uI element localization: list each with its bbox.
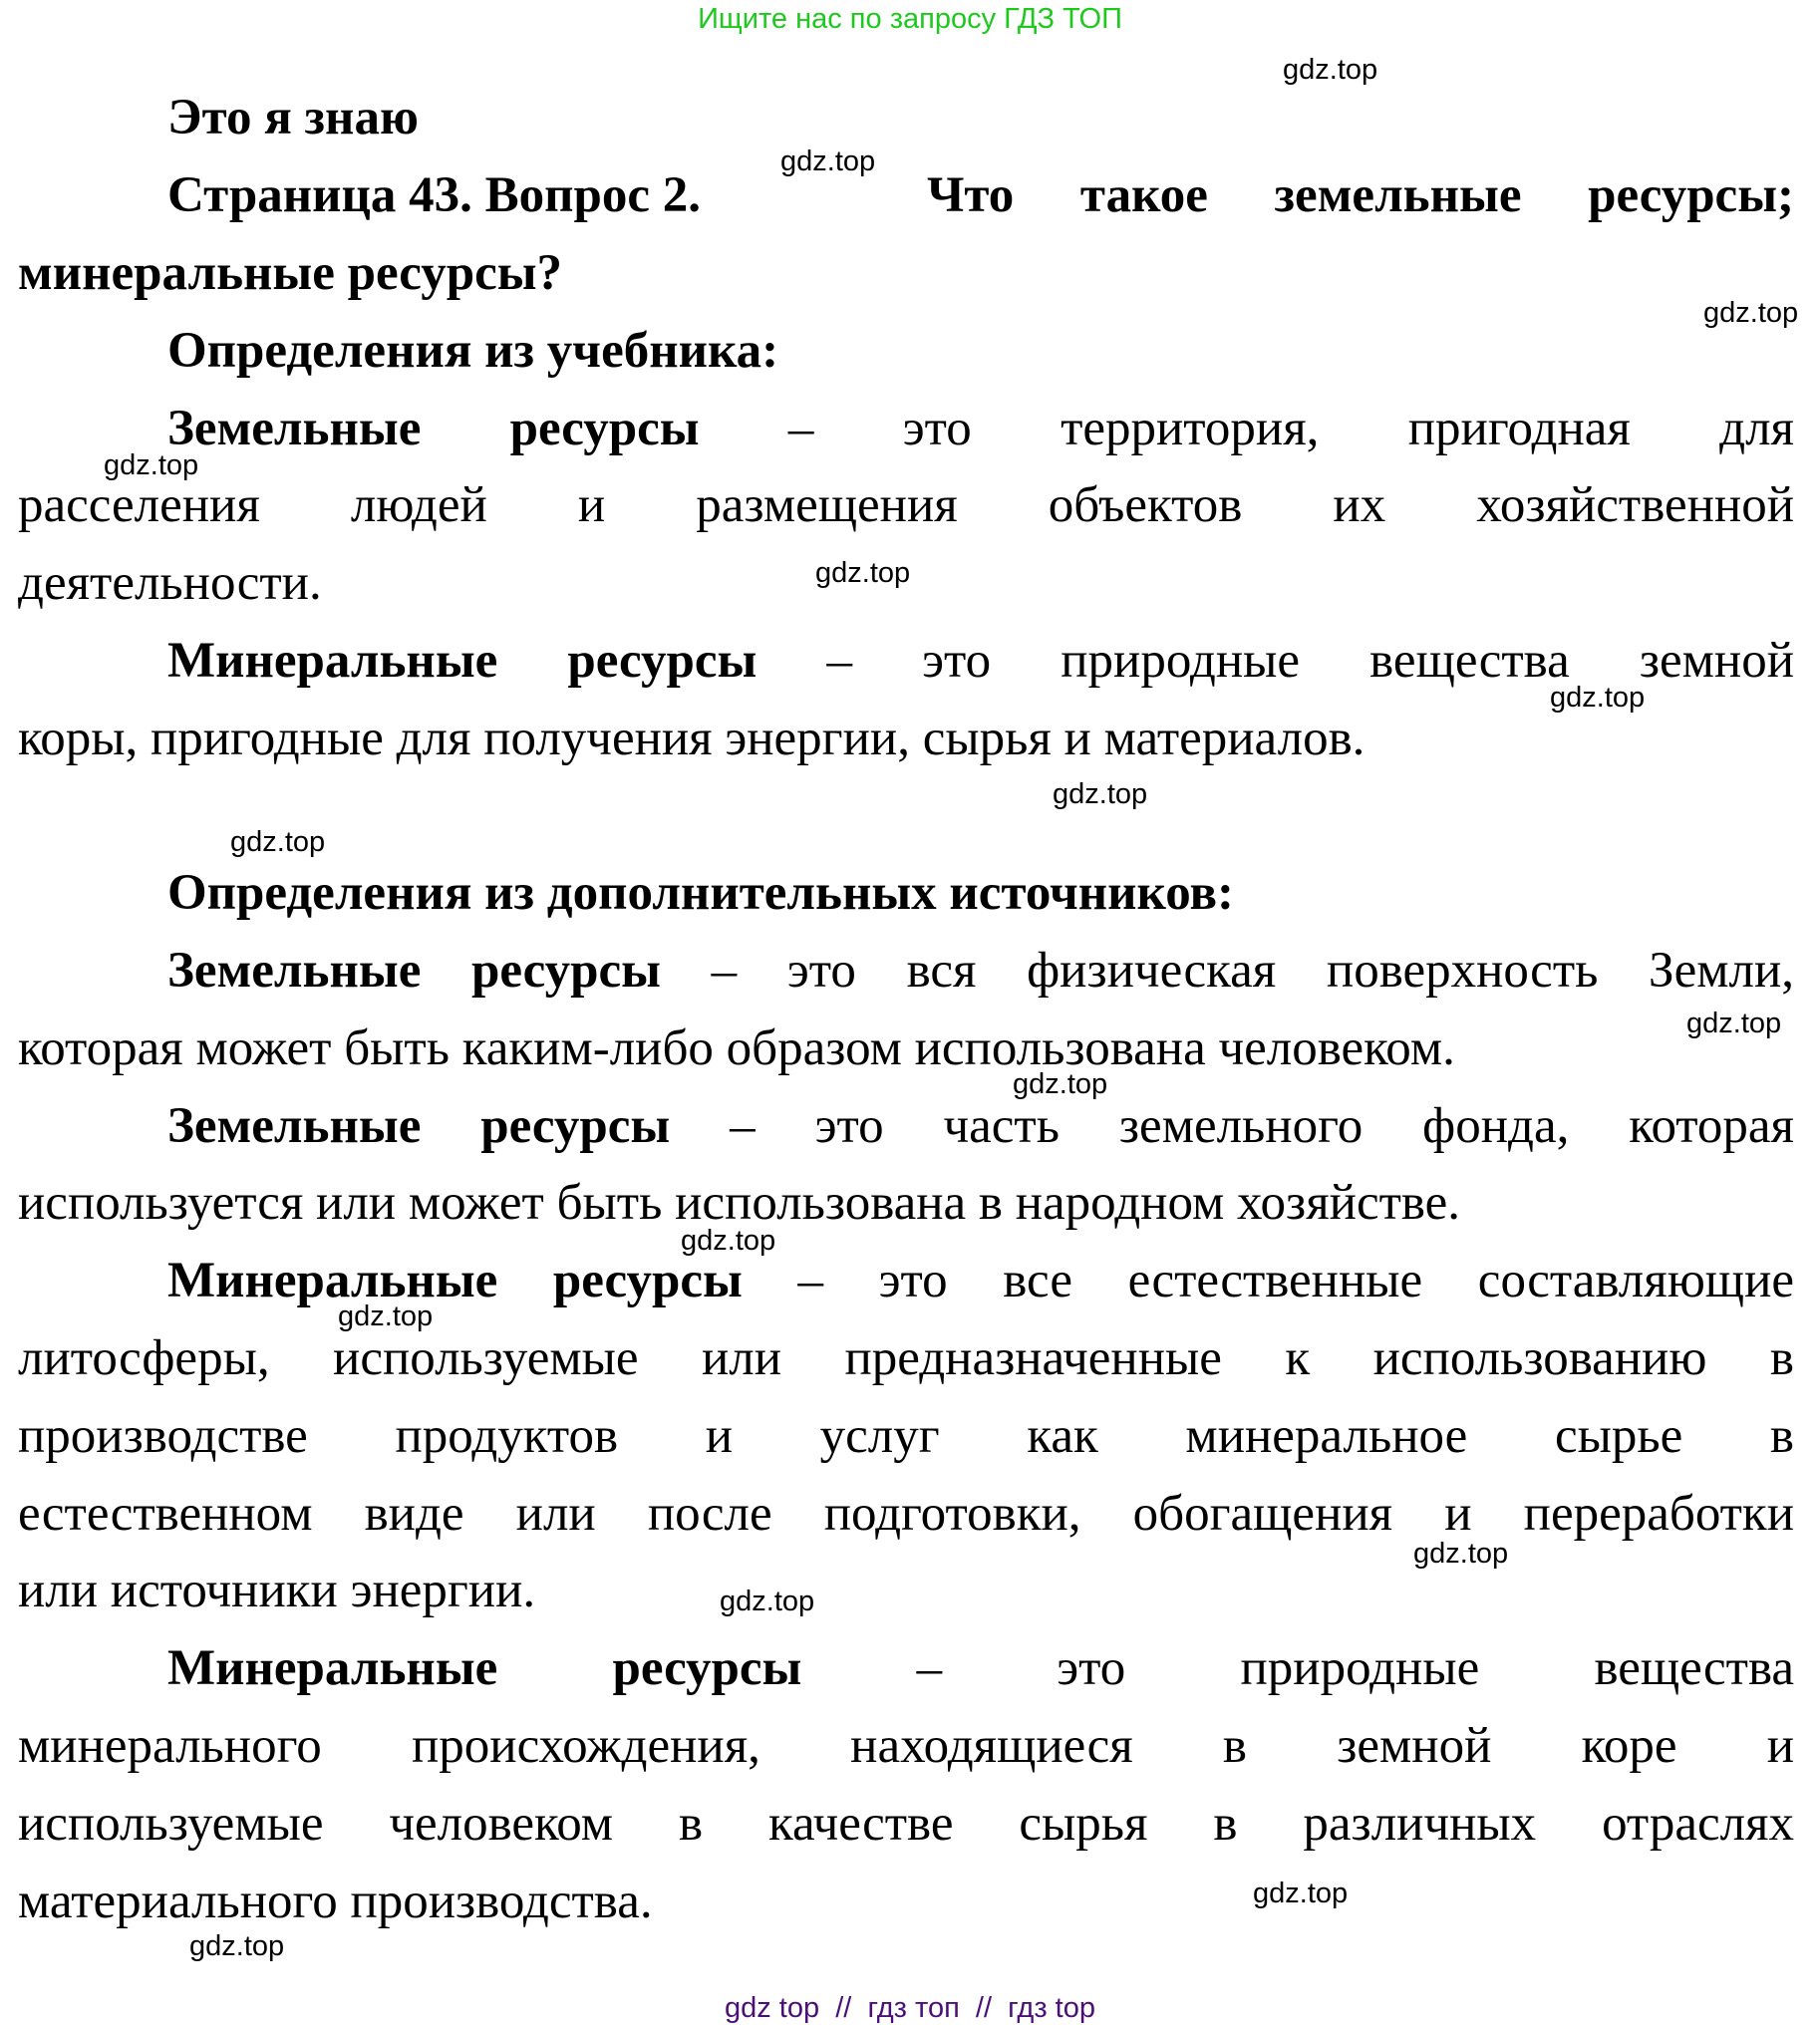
def-line: естественном виде или после подготовки, обогащения и переработки <box>18 1486 1794 1542</box>
watermark: gdz.top <box>1053 778 1148 810</box>
watermark: gdz.top <box>1703 297 1799 329</box>
watermark: gdz.top <box>720 1586 815 1617</box>
question-text-line1: Что такое земельные ресурсы; <box>927 167 1794 223</box>
def-term: Земельные ресурсы <box>167 1098 671 1154</box>
def-line: которая может быть каким-либо образом использована человеком. <box>18 1020 1455 1076</box>
textbook-defs-title: Определения из учебника: <box>167 323 779 379</box>
def-term: Минеральные ресурсы <box>167 633 758 689</box>
def-line: Минеральные ресурсы – это природные вещества <box>167 1640 1795 1696</box>
watermark: gdz.top <box>780 145 876 177</box>
footer-links: gdz top // гдз топ // гдз top <box>724 1992 1095 2024</box>
watermark: gdz.top <box>815 557 911 589</box>
watermark: gdz.top <box>1413 1538 1509 1570</box>
extra-defs-title: Определения из дополнительных источников: <box>167 865 1235 921</box>
watermark: gdz.top <box>1253 1878 1349 1909</box>
def-line: используемые человеком в качестве сырья в различных отраслях <box>18 1796 1794 1852</box>
def-line: коры, пригодные для получения энергии, сырья и материалов. <box>18 711 1365 766</box>
def-line: материального производства. <box>18 1874 653 1929</box>
watermark: gdz.top <box>1550 682 1646 714</box>
def-line: Земельные ресурсы – это вся физическая поверхность Земли, <box>167 943 1795 999</box>
def-term: Минеральные ресурсы <box>167 1253 743 1308</box>
def-line: Минеральные ресурсы – это все естественные составляющие <box>167 1253 1795 1308</box>
watermark: gdz.top <box>338 1301 434 1332</box>
def-line: расселения людей и размещения объектов их хозяйственной <box>18 477 1794 533</box>
def-line: Земельные ресурсы – это часть земельного фонда, которая <box>167 1098 1795 1154</box>
def-term: Земельные ресурсы <box>167 943 661 999</box>
watermark: gdz.top <box>104 449 199 481</box>
watermark: gdz.top <box>230 826 326 858</box>
question-text-line2: минеральные ресурсы? <box>18 245 563 301</box>
def-term: Минеральные ресурсы <box>167 1640 802 1696</box>
def-line: Земельные ресурсы – это территория, пригодная для <box>167 401 1795 456</box>
def-line: деятельности. <box>18 555 322 611</box>
def-line: используется или может быть использована в народном хозяйстве. <box>18 1175 1461 1231</box>
def-line: производстве продуктов и услуг как минеральное сырье в <box>18 1408 1794 1464</box>
def-line: литосферы, используемые или предназначенные к использованию в <box>18 1330 1794 1386</box>
def-line: или источники энергии. <box>18 1563 536 1618</box>
watermark: gdz.top <box>681 1225 776 1257</box>
def-term: Земельные ресурсы <box>167 401 700 456</box>
watermark: gdz.top <box>189 1930 285 1962</box>
search-banner: Ищите нас по запросу ГДЗ ТОП <box>698 3 1122 35</box>
section-title: Это я знаю <box>167 90 419 145</box>
def-line: Минеральные ресурсы – это природные вещества земной <box>167 633 1794 689</box>
watermark: gdz.top <box>1013 1068 1108 1100</box>
question-ref: Страница 43. Вопрос 2. <box>167 167 702 223</box>
def-line: минерального происхождения, находящиеся в земной коре и <box>18 1718 1794 1774</box>
watermark: gdz.top <box>1686 1008 1782 1039</box>
watermark: gdz.top <box>1283 54 1378 86</box>
